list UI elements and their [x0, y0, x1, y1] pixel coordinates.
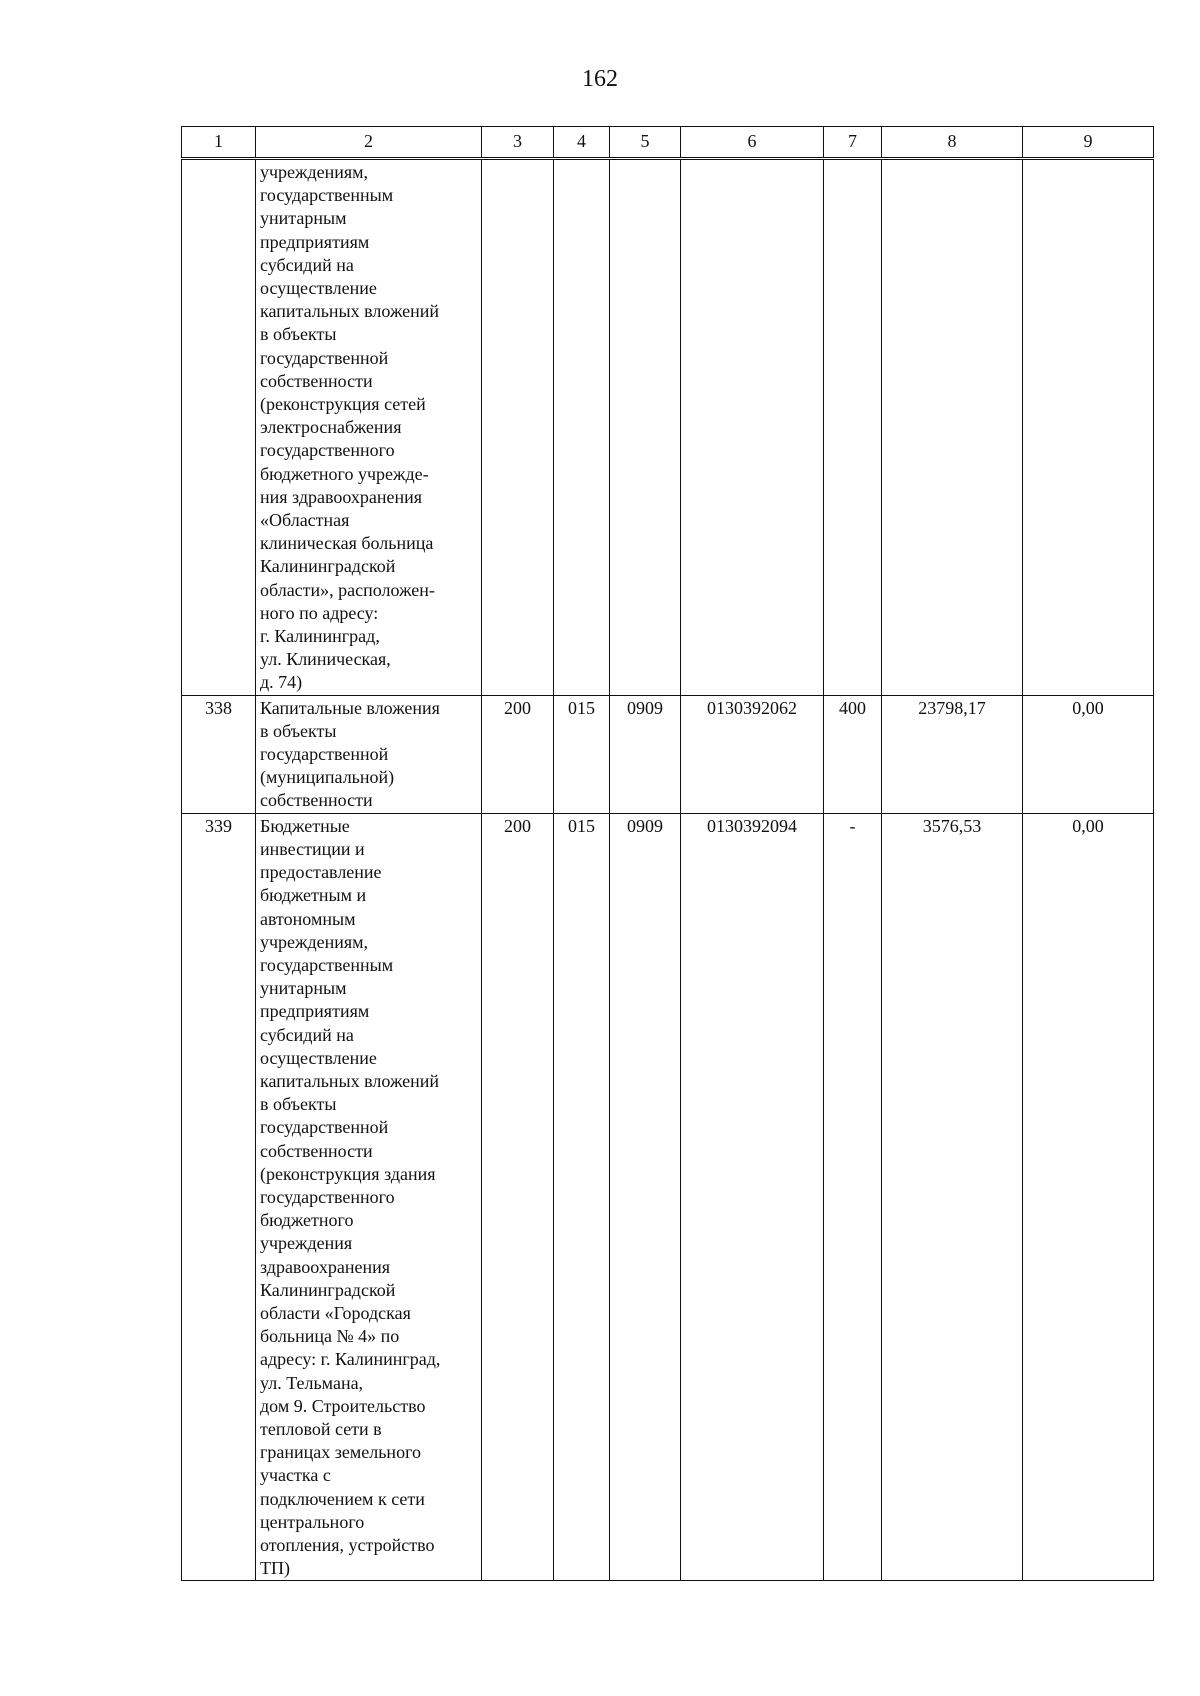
cell-col-9: 0,00: [1023, 695, 1154, 813]
row-description: Бюджетные инвестиции и предоставление бюджетным и автономным учреждениям, государственным унитарным предприятиям субсидий на осуществление капитальных вложений в объекты государственной собственности (реконструкция здания государственного бюджетного учреждения здравоохранения Калининградской области «Городская больница № 4» по адресу: г. Калининград, ул. Тельмана, дом 9. Строительство тепловой сети в границах земельного участка с подключением к сети центрального отопления, устройство ТП): [256, 813, 482, 1581]
column-header-6: 6: [681, 127, 824, 159]
row-number: [182, 159, 256, 696]
cell-col-9: [1023, 159, 1154, 696]
cell-col-4: [554, 159, 610, 696]
cell-col-3: 200: [482, 695, 554, 813]
cell-col-3: 200: [482, 813, 554, 1581]
row-number: 339: [182, 813, 256, 1581]
cell-col-6: [681, 159, 824, 696]
page-number: 162: [582, 66, 618, 92]
column-header-2: 2: [256, 127, 482, 159]
cell-col-7: -: [824, 813, 882, 1581]
row-description: учреждениям, государственным унитарным предприятиям субсидий на осуществление капитальных вложений в объекты государственной собственности (реконструкция сетей электроснабжения государственного бюджетного учрежде- ния здравоохранения «Областная клиническая больница Калининградской области», расположен- ного по адресу: г. Калининград, ул. Клиническая, д. 74): [256, 159, 482, 696]
column-header-3: 3: [482, 127, 554, 159]
cell-col-8: [882, 159, 1023, 696]
column-header-1: 1: [182, 127, 256, 159]
column-header-9: 9: [1023, 127, 1154, 159]
cell-col-4: 015: [554, 695, 610, 813]
column-header-8: 8: [882, 127, 1023, 159]
column-header-7: 7: [824, 127, 882, 159]
cell-col-5: [610, 159, 681, 696]
header-row: [182, 127, 1154, 159]
table-row-338: [182, 695, 1154, 813]
budget-table: [181, 126, 1154, 1581]
cell-col-9: 0,00: [1023, 813, 1154, 1581]
cell-col-5: 0909: [610, 813, 681, 1581]
cell-col-6: 0130392062: [681, 695, 824, 813]
column-header-4: 4: [554, 127, 610, 159]
cell-col-7: [824, 159, 882, 696]
table-row-339: [182, 813, 1154, 1581]
row-description: Капитальные вложения в объекты государственной (муниципальной) собственности: [256, 695, 482, 813]
cell-col-3: [482, 159, 554, 696]
cell-col-4: 015: [554, 813, 610, 1581]
row-number: 338: [182, 695, 256, 813]
cell-col-7: 400: [824, 695, 882, 813]
cell-col-6: 0130392094: [681, 813, 824, 1581]
column-header-5: 5: [610, 127, 681, 159]
cell-col-5: 0909: [610, 695, 681, 813]
cell-col-8: 23798,17: [882, 695, 1023, 813]
cell-col-8: 3576,53: [882, 813, 1023, 1581]
table-row-continuation: [182, 159, 1154, 696]
